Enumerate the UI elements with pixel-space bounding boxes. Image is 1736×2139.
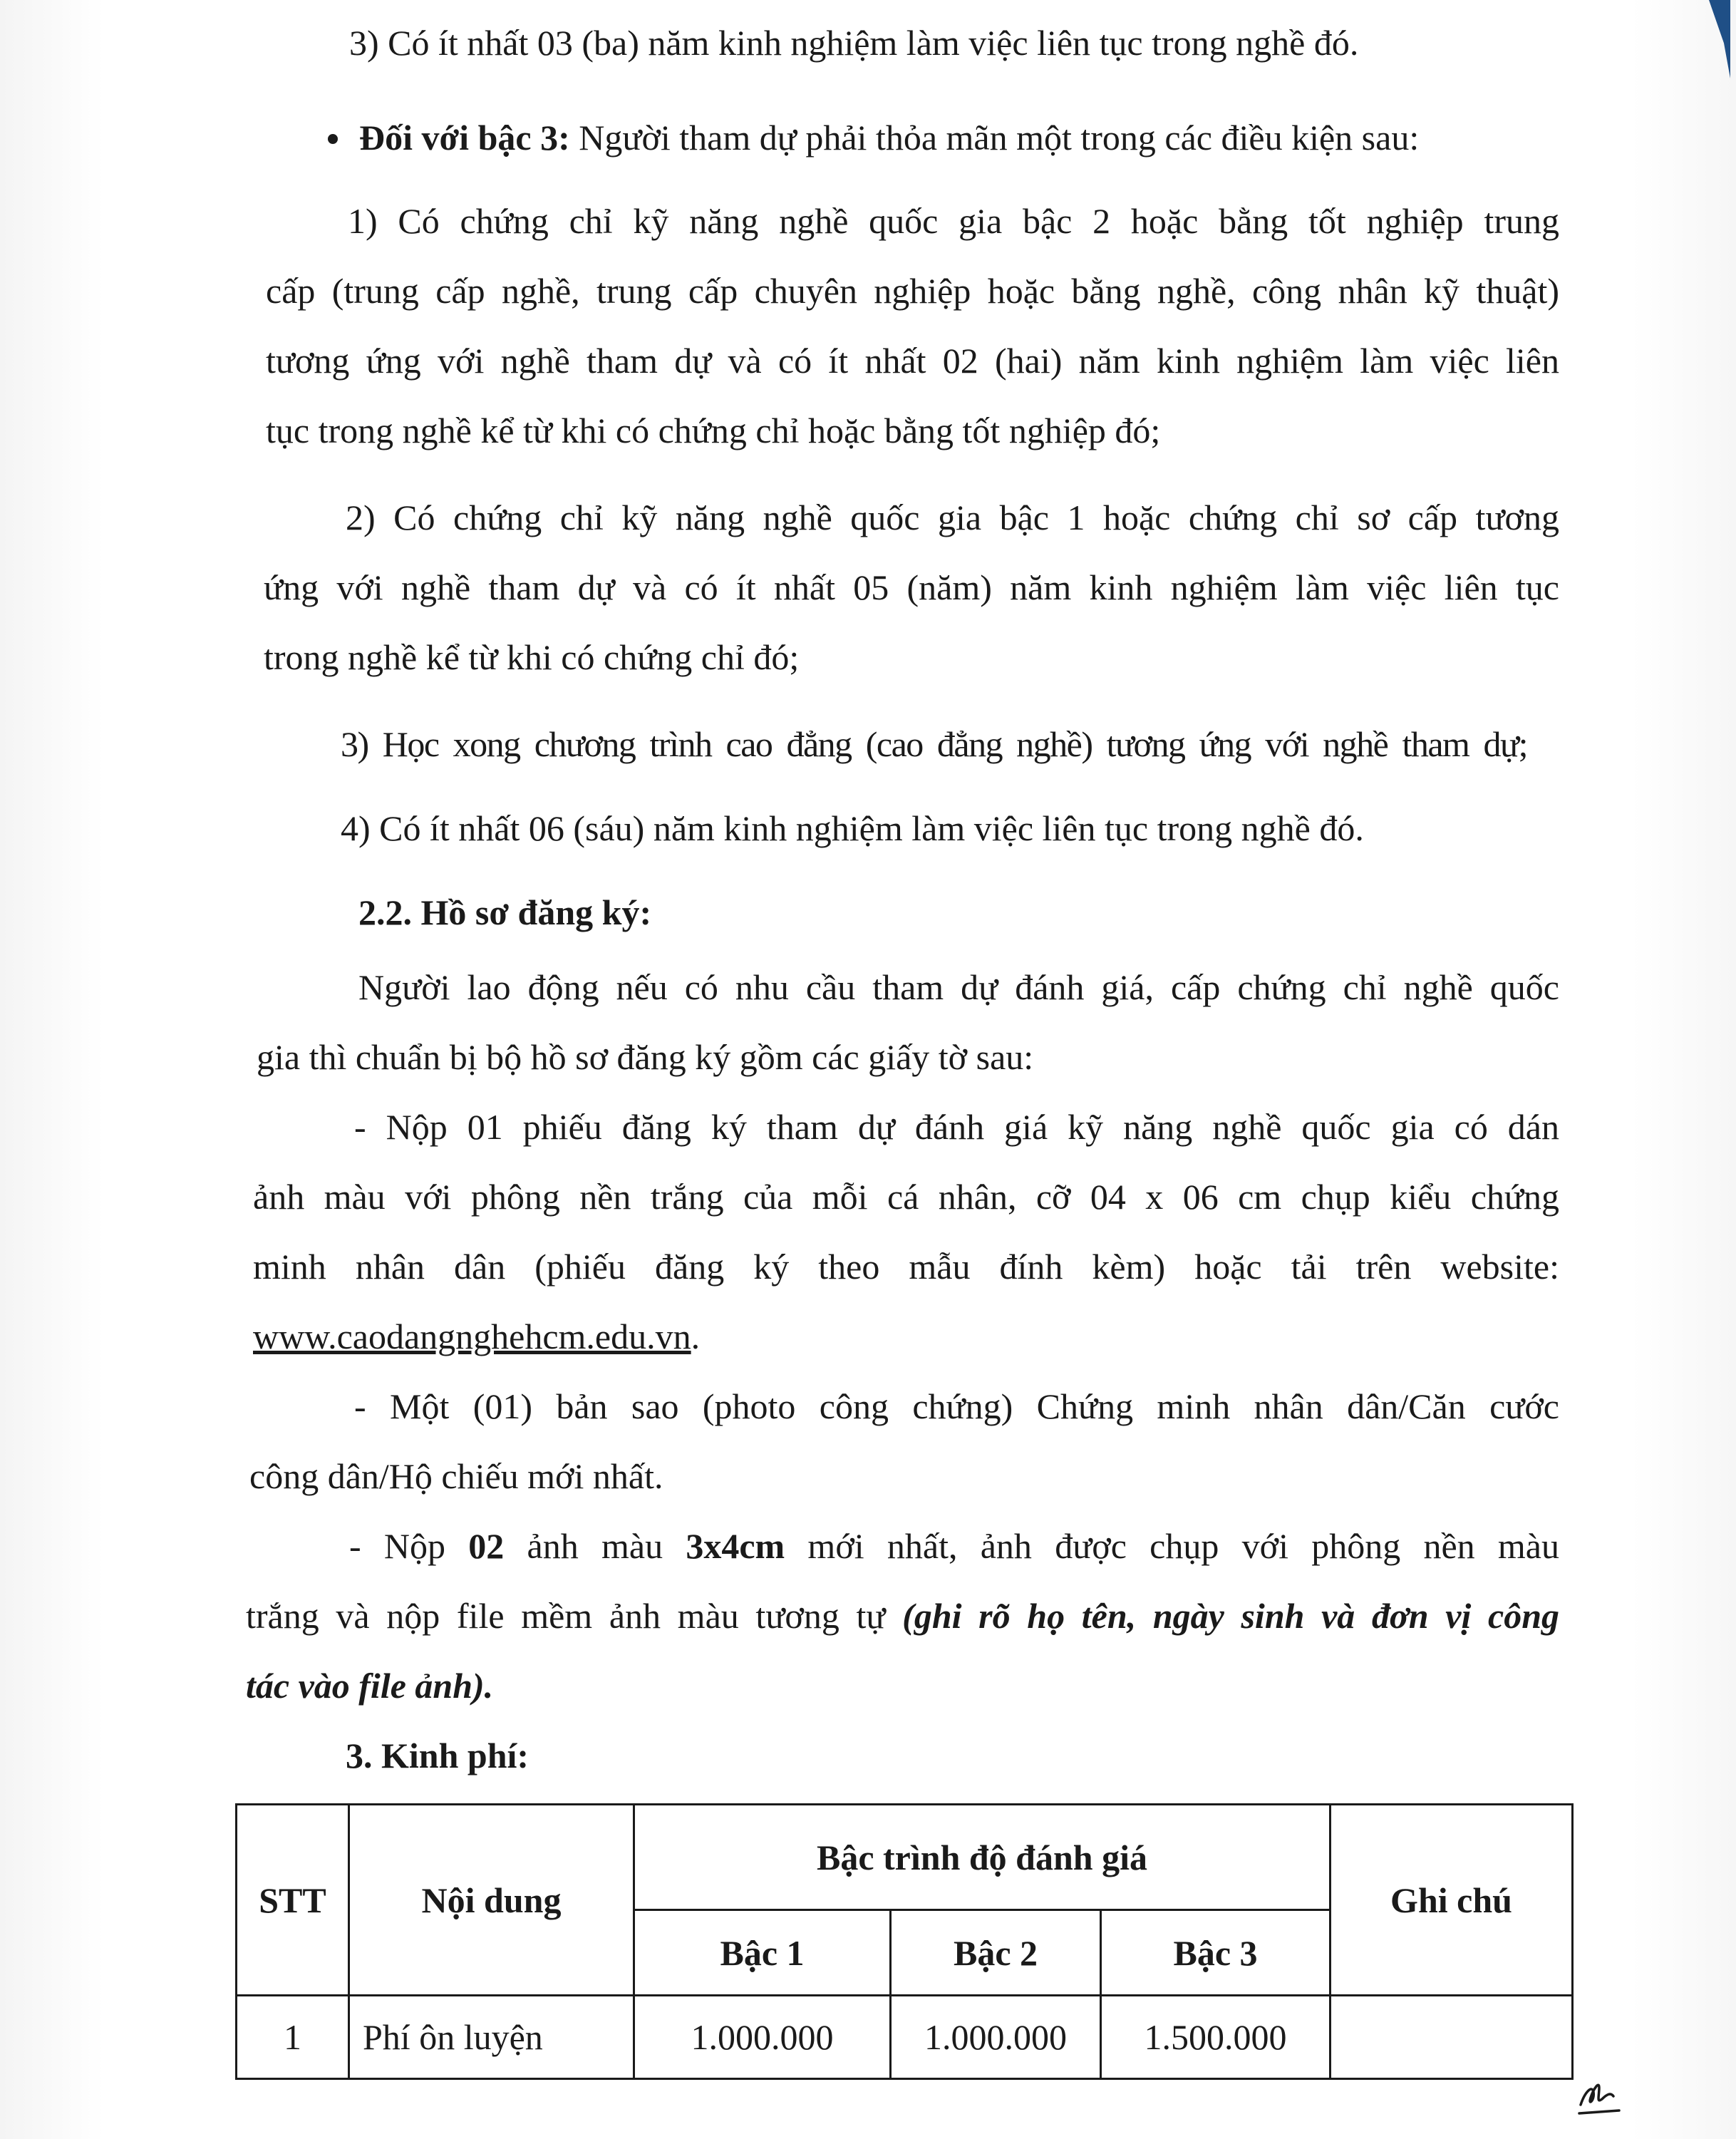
header-levels: Bậc trình độ đánh giá	[634, 1805, 1331, 1910]
header-level-2: Bậc 2	[891, 1910, 1101, 1996]
registration-bullet1-line: minh nhân dân (phiếu đăng ký theo mẫu đính kèm) hoặc tải trên website:	[253, 1247, 1559, 1287]
cell-note	[1331, 1996, 1573, 2079]
bullet-dot-icon	[328, 134, 338, 144]
registration-heading: 2.2. Hồ sơ đăng ký:	[358, 892, 652, 932]
criteria-prev-item-3: 3) Có ít nhất 03 (ba) năm kinh nghiệm làm việc liên tục trong nghề đó.	[349, 23, 1359, 63]
registration-bullet3-line3: tác vào file ảnh).	[246, 1666, 494, 1706]
level3-label: Đối với bậc 3:	[359, 118, 570, 158]
level3-item1-line: 1) Có chứng chỉ kỹ năng nghề quốc gia bậc 2 hoặc bằng tốt nghiệp trung	[348, 201, 1559, 241]
bullet3-photo-count: 02	[468, 1526, 505, 1566]
cell-level-3-fee: 1.500.000	[1101, 1996, 1331, 2079]
level3-item1-line: cấp (trung cấp nghề, trung cấp chuyên nghiệp hoặc bằng nghề, công nhân kỹ thuật)	[266, 271, 1559, 311]
header-content: Nội dung	[349, 1805, 634, 1996]
initials-signature-icon	[1575, 2071, 1625, 2120]
header-level-1: Bậc 1	[634, 1910, 891, 1996]
level3-item1-line: tục trong nghề kể từ khi có chứng chỉ hoặc bằng tốt nghiệp đó;	[266, 411, 1161, 450]
header-note: Ghi chú	[1331, 1805, 1573, 1996]
level3-item1-line: tương ứng với nghề tham dự và có ít nhất 02 (hai) năm kinh nghiệm làm việc liên	[266, 341, 1559, 381]
website-link[interactable]: www.caodangnghehcm.edu.vn	[253, 1316, 691, 1356]
bullet3-text: trắng và nộp file mềm ảnh màu tương tự	[246, 1596, 903, 1636]
header-stt: STT	[237, 1805, 349, 1996]
registration-bullet1-line: - Nộp 01 phiếu đăng ký tham dự đánh giá kỹ năng nghề quốc gia có dán	[354, 1107, 1559, 1147]
cell-level-1-fee: 1.000.000	[634, 1996, 891, 2079]
table-row	[237, 1996, 1573, 2079]
registration-bullet2-line: - Một (01) bản sao (photo công chứng) Chứng minh nhân dân/Căn cước	[354, 1386, 1559, 1426]
registration-website-line	[253, 1315, 700, 1358]
level3-item2-line: trong nghề kể từ khi có chứng chỉ đó;	[264, 637, 800, 677]
bullet3-note: (ghi rõ họ tên, ngày sinh và đơn vị công	[902, 1596, 1559, 1636]
cell-stt: 1	[237, 1996, 349, 2079]
registration-bullet3-line1	[349, 1525, 1559, 1567]
registration-intro-line: gia thì chuẩn bị bộ hồ sơ đăng ký gồm các giấy tờ sau:	[257, 1037, 1034, 1077]
bullet3-photo-size: 3x4cm	[686, 1526, 785, 1566]
cell-content: Phí ôn luyện	[349, 1996, 634, 2079]
table-header-row	[237, 1805, 1573, 1910]
level3-item4: 4) Có ít nhất 06 (sáu) năm kinh nghiệm làm việc liên tục trong nghề đó.	[341, 808, 1364, 848]
cell-level-2-fee: 1.000.000	[891, 1996, 1101, 2079]
registration-bullet2-line: công dân/Hộ chiếu mới nhất.	[249, 1456, 663, 1496]
header-level-3: Bậc 3	[1101, 1910, 1331, 1996]
bullet3-text: - Nộp	[349, 1526, 469, 1566]
registration-intro-line: Người lao động nếu có nhu cầu tham dự đánh giá, cấp chứng chỉ nghề quốc	[358, 967, 1559, 1007]
registration-bullet3-line2	[246, 1594, 1559, 1637]
website-period: .	[691, 1316, 701, 1356]
fees-heading: 3. Kinh phí:	[346, 1736, 529, 1775]
registration-bullet1-line: ảnh màu với phông nền trắng của mỗi cá nhân, cỡ 04 x 06 cm chụp kiểu chứng	[253, 1177, 1559, 1217]
bullet3-text: mới nhất, ảnh được chụp với phông nền màu	[785, 1526, 1559, 1566]
level3-item2-line: 2) Có chứng chỉ kỹ năng nghề quốc gia bậc 1 hoặc chứng chỉ sơ cấp tương	[346, 498, 1559, 537]
bullet3-text: ảnh màu	[504, 1526, 686, 1566]
level3-item2-line: ứng với nghề tham dự và có ít nhất 05 (năm) năm kinh nghiệm làm việc liên tục	[264, 567, 1559, 607]
level3-item3: 3) Học xong chương trình cao đẳng (cao đẳng nghề) tương ứng với nghề tham dự;	[341, 724, 1527, 764]
fee-table	[235, 1803, 1574, 2080]
level3-intro: Người tham dự phải thỏa mãn một trong các điều kiện sau:	[569, 118, 1420, 158]
level3-heading	[328, 116, 1419, 159]
